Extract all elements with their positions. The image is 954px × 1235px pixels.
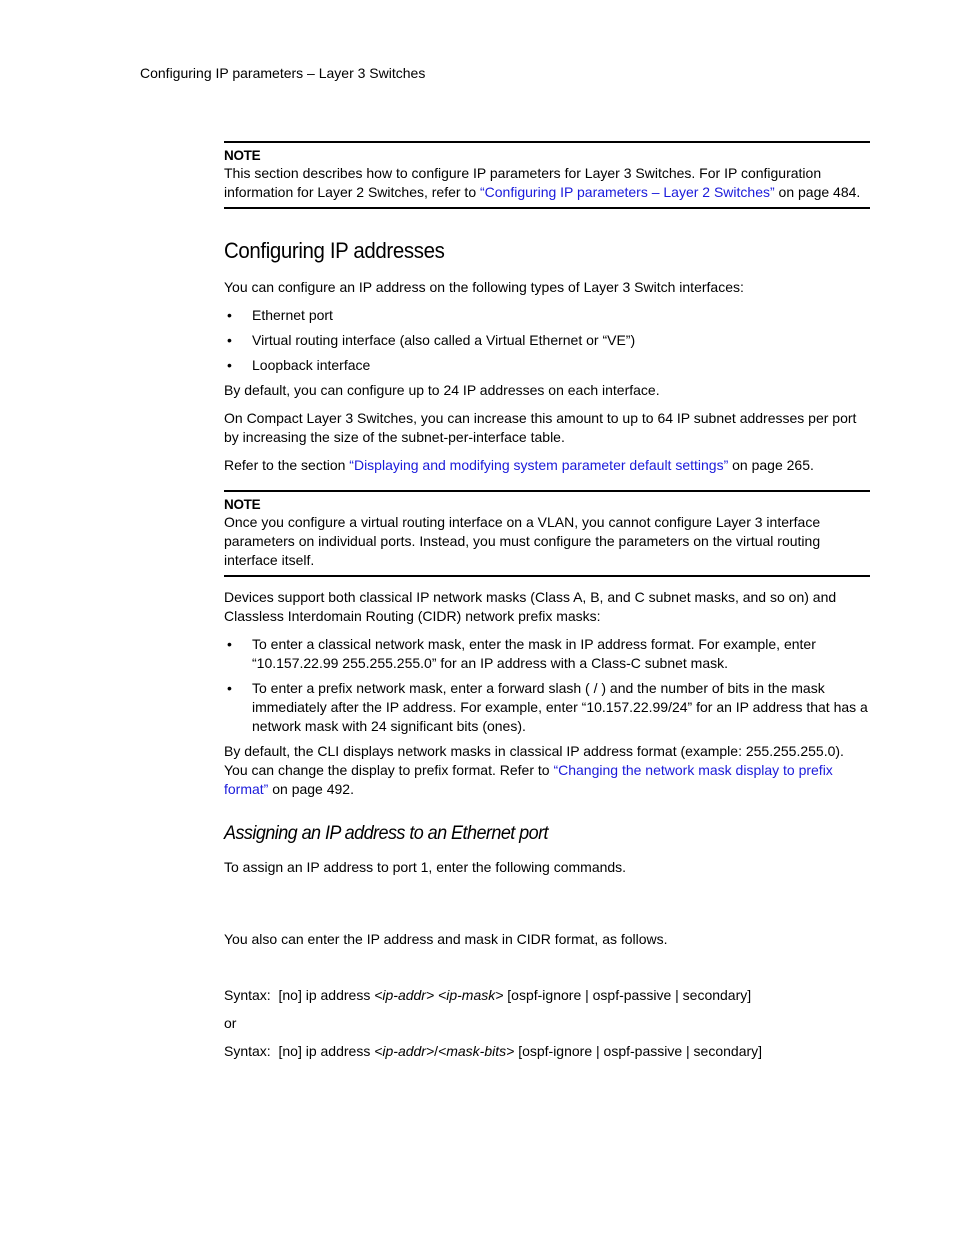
syntax-arg-ip-mask: <ip-mask> xyxy=(438,987,504,1003)
syntax-options: [ospf-ignore | ospf-passive | secondary] xyxy=(507,987,752,1003)
note-box-ve xyxy=(224,490,870,577)
syntax-line-mask xyxy=(224,986,870,1005)
refer-text xyxy=(224,456,870,475)
note-box-layer3 xyxy=(224,141,870,209)
list-item: • Loopback interface xyxy=(224,356,870,375)
assign-text: To assign an IP address to port 1, enter the following commands. xyxy=(224,859,627,875)
list-item: • Ethernet port xyxy=(224,306,870,325)
syntax-arg-mask-bits: <mask-bits> xyxy=(438,1043,515,1059)
mask-type-list xyxy=(224,635,870,736)
cidr-text: You also can enter the IP address and mask in CIDR format, as follows. xyxy=(224,931,668,947)
syntax-cmd: ip address xyxy=(305,987,371,1003)
or-text: or xyxy=(224,1015,237,1031)
system-defaults-link[interactable]: “Displaying and modifying system parameter default settings” xyxy=(349,457,729,473)
note-label: NOTE xyxy=(224,497,261,512)
refer-after: on page 265. xyxy=(728,457,814,473)
running-header: Configuring IP parameters – Layer 3 Switches xyxy=(140,65,426,81)
masks-intro: Devices support both classical IP network masks (Class A, B, and C subnet masks, and so on) and Classless Interdomain Routing (CIDR) network prefix masks: xyxy=(224,589,837,624)
syntax-options: [ospf-ignore | ospf-passive | secondary] xyxy=(518,1043,763,1059)
default-count-text: By default, you can configure up to 24 IP addresses on each interface. xyxy=(224,382,660,398)
list-item: • Virtual routing interface (also called a Virtual Ethernet or “VE”) xyxy=(224,331,870,350)
syntax-cmd: ip address xyxy=(305,1043,371,1059)
list-item: • To enter a classical network mask, enter the mask in IP address format. For example, enter “10.157.22.99 255.255.255.0” for an IP address with a Class-C subnet mask. xyxy=(224,635,870,673)
page-content xyxy=(224,141,870,1061)
section-title: Configuring IP addresses xyxy=(224,238,445,263)
syntax-arg-ip-addr: <ip-addr> xyxy=(374,1043,435,1059)
section-intro: You can configure an IP address on the following types of Layer 3 Switch interfaces: xyxy=(224,279,744,295)
note-text-before: This section describes how to configure IP parameters for Layer 3 Switches. For IP configuration information for Layer 2 Switches, refer to xyxy=(224,165,822,200)
note-text-after: on page 484. xyxy=(774,184,861,200)
syntax-no: [no] xyxy=(278,987,302,1003)
interface-type-list xyxy=(224,306,870,375)
note-text xyxy=(224,164,870,202)
list-item: • To enter a prefix network mask, enter a forward slash ( / ) and the number of bits in the mask immediately after the IP address. For example, enter “10.157.22.99/24” for an IP address that has a network mask with 24 significant bits (ones). xyxy=(224,679,870,736)
syntax-label: Syntax: xyxy=(224,987,271,1003)
syntax-line-cidr xyxy=(224,1042,870,1061)
mask-display-link[interactable]: “Changing the network mask display to prefix format” xyxy=(224,762,833,797)
subsection-title: Assigning an IP address to an Ethernet port xyxy=(224,823,549,844)
mask-display-text xyxy=(224,742,870,799)
layer2-config-link[interactable]: “Configuring IP parameters – Layer 2 Switches” xyxy=(480,184,775,200)
syntax-no: [no] xyxy=(278,1043,302,1059)
compact-switch-text: On Compact Layer 3 Switches, you can increase this amount to up to 64 IP subnet addresses per port by increasing the size of the subnet-per-interface table. xyxy=(224,410,857,445)
syntax-arg-ip-addr: <ip-addr> xyxy=(374,987,435,1003)
syntax-label: Syntax: xyxy=(224,1043,271,1059)
syntax-slash: / xyxy=(434,1043,439,1059)
note-text: Once you configure a virtual routing interface on a VLAN, you cannot configure Layer 3 interface parameters on individual ports. Instead, you must configure the parameters on the virtual routing interface itself. xyxy=(224,514,821,568)
note-label: NOTE xyxy=(224,148,261,163)
display-before: By default, the CLI displays network masks in classical IP address format (example: 255.255.255.0). You can change the display to prefix format. Refer to xyxy=(224,743,844,778)
refer-before: Refer to the section xyxy=(224,457,350,473)
display-after: on page 492. xyxy=(268,781,354,797)
